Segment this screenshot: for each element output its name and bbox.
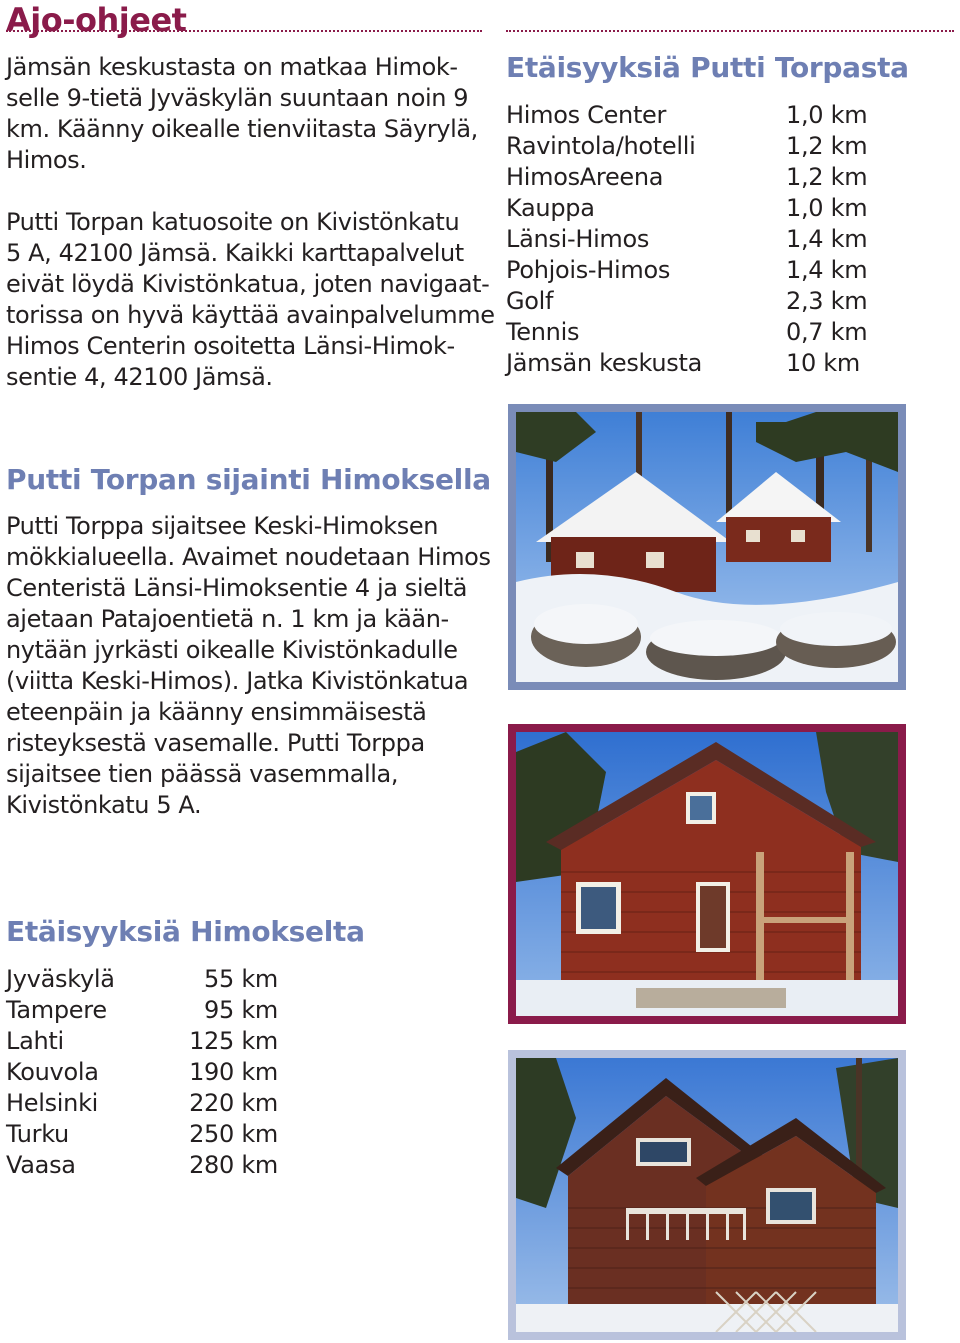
distance-row: [6, 1119, 278, 1150]
distances-torppa-title: Etäisyyksiä Putti Torpasta: [506, 51, 909, 84]
text-line: Centeristä Länsi-Himoksentie 4 ja sieltä: [6, 574, 468, 602]
text-line: Putti Torpan katuosoite on Kivistönkatu: [6, 208, 460, 236]
distance-value: 1,0 km: [786, 194, 868, 222]
distances-torppa-divider: [506, 30, 954, 32]
place-name: Tampere: [6, 996, 107, 1024]
distance-value: 190 km: [189, 1058, 278, 1086]
text-line: eteenpäin ja käänny ensimmäisestä: [6, 698, 427, 726]
text-line: sentie 4, 42100 Jämsä.: [6, 363, 273, 391]
distance-value: 220 km: [189, 1089, 278, 1117]
text-line: eivät löydä Kivistönkatua, joten navigaat-: [6, 270, 490, 298]
place-name: Jämsän keskusta: [506, 349, 703, 377]
distances-himos-list: [6, 964, 278, 1181]
place-name: Turku: [6, 1120, 69, 1148]
distance-value: 125 km: [189, 1027, 278, 1055]
directions-text: [6, 52, 495, 393]
text-line: nytään jyrkästi oikealle Kivistönkadulle: [6, 636, 458, 664]
paragraph-gap: [6, 176, 495, 207]
distance-row: [506, 286, 926, 317]
text-line: Himos Centerin osoitetta Länsi-Himok-: [6, 332, 455, 360]
text-line: km. Käänny oikealle tienviitasta Säyrylä,: [6, 115, 478, 143]
directions-divider: [6, 30, 482, 32]
distance-value: 95 km: [204, 996, 278, 1024]
text-line: Himos.: [6, 146, 87, 174]
red-log-cabin-photo: [508, 724, 906, 1024]
text-line: Jämsän keskustasta on matkaa Himok-: [6, 53, 458, 81]
location-text: [6, 511, 491, 821]
place-name: Jyväskylä: [6, 965, 115, 993]
place-name: Kouvola: [6, 1058, 99, 1086]
distance-row: [506, 193, 926, 224]
distances-himos-title: Etäisyyksiä Himokselta: [6, 915, 365, 948]
distance-row: [6, 1026, 278, 1057]
location-title: Putti Torpan sijainti Himoksella: [6, 463, 491, 496]
place-name: Tennis: [506, 318, 580, 346]
winter-cabins-image: [516, 412, 898, 682]
text-line: torissa on hyvä käyttää avainpalvelumme: [6, 301, 495, 329]
place-name: Pohjois-Himos: [506, 256, 671, 284]
distance-value: 1,2 km: [786, 132, 868, 160]
distance-row: [6, 1088, 278, 1119]
text-line: sijaitsee tien päässä vasemmalla,: [6, 760, 399, 788]
distance-row: [506, 100, 926, 131]
distance-value: 10 km: [786, 349, 860, 377]
text-line: 5 A, 42100 Jämsä. Kaikki karttapalvelut: [6, 239, 464, 267]
distance-value: 280 km: [189, 1151, 278, 1179]
distance-value: 1,4 km: [786, 225, 868, 253]
place-name: Vaasa: [6, 1151, 76, 1179]
distance-row: [506, 162, 926, 193]
distance-value: 2,3 km: [786, 287, 868, 315]
directions-title: Ajo-ohjeet: [6, 1, 187, 39]
distance-row: [6, 1057, 278, 1088]
distance-row: [506, 224, 926, 255]
distance-value: 250 km: [189, 1120, 278, 1148]
place-name: Helsinki: [6, 1089, 99, 1117]
text-line: mökkialueella. Avaimet noudetaan Himos: [6, 543, 491, 571]
log-villa-photo: [508, 1050, 906, 1340]
place-name: HimosAreena: [506, 163, 664, 191]
distance-row: [506, 348, 926, 379]
distance-row: [506, 131, 926, 162]
red-log-cabin-image: [516, 732, 898, 1016]
text-line: ajetaan Patajoentietä n. 1 km ja kään-: [6, 605, 449, 633]
distance-row: [6, 964, 278, 995]
text-line: risteyksestä vasemalle. Putti Torppa: [6, 729, 425, 757]
distance-value: 55 km: [204, 965, 278, 993]
distance-row: [6, 1150, 278, 1181]
place-name: Himos Center: [506, 101, 667, 129]
distance-value: 1,4 km: [786, 256, 868, 284]
text-line: (viitta Keski-Himos). Jatka Kivistönkatua: [6, 667, 469, 695]
text-line: Kivistönkatu 5 A.: [6, 791, 202, 819]
distance-value: 1,2 km: [786, 163, 868, 191]
winter-cabins-photo: [508, 404, 906, 690]
text-line: Putti Torppa sijaitsee Keski-Himoksen: [6, 512, 439, 540]
place-name: Golf: [506, 287, 554, 315]
text-line: selle 9-tietä Jyväskylän suuntaan noin 9: [6, 84, 469, 112]
distances-torppa-list: [506, 100, 926, 379]
distance-row: [506, 255, 926, 286]
log-villa-image: [516, 1058, 898, 1332]
distance-row: [506, 317, 926, 348]
place-name: Lahti: [6, 1027, 64, 1055]
place-name: Länsi-Himos: [506, 225, 650, 253]
distance-value: 1,0 km: [786, 101, 868, 129]
distance-row: [6, 995, 278, 1026]
place-name: Ravintola/hotelli: [506, 132, 696, 160]
place-name: Kauppa: [506, 194, 595, 222]
distance-value: 0,7 km: [786, 318, 868, 346]
